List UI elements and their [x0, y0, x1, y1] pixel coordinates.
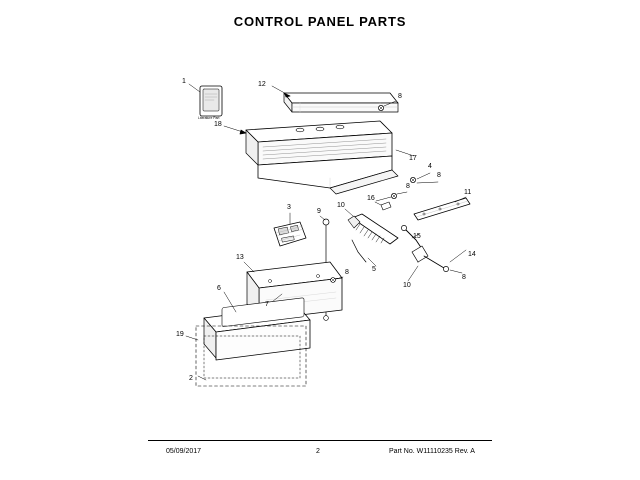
part-6-panel-trim: [204, 298, 310, 360]
callout-16: 16: [367, 195, 375, 202]
part-17-control-panel-housing: [246, 121, 398, 194]
callout-18: 18: [214, 121, 222, 128]
part-1-literature: [200, 86, 222, 116]
callout-6: 6: [217, 285, 221, 292]
part-5-latch-assembly: [348, 214, 398, 262]
part-11-bracket: [414, 198, 470, 220]
callout-12: 12: [258, 81, 266, 88]
callout-15: 15: [413, 233, 421, 240]
footer-part-number: Part No. W11110235 Rev. A: [389, 448, 475, 455]
page-title: CONTROL PANEL PARTS: [233, 14, 407, 29]
callout-8-a: 8: [398, 93, 402, 100]
callout-19: 19: [176, 331, 184, 338]
footer-page-number: 2: [316, 448, 320, 455]
part-16-clip: [381, 202, 391, 210]
part-8-screw-top: [378, 105, 383, 110]
callout-8-b: 8: [437, 172, 441, 179]
callout-9: 9: [317, 208, 321, 215]
part-8-screw-mid: [391, 193, 396, 198]
part-4-fastener: [410, 177, 415, 182]
literature-part-label: Literature Part: [198, 116, 220, 120]
callout-7: 7: [265, 301, 269, 308]
footer-divider: [148, 440, 492, 441]
callout-3: 3: [287, 204, 291, 211]
callout-14: 14: [468, 251, 476, 258]
callout-5: 5: [372, 266, 376, 273]
part-3-control-board: [274, 222, 306, 246]
callout-4: 4: [428, 163, 432, 170]
callout-17: 17: [409, 155, 417, 162]
callout-1: 1: [182, 78, 186, 85]
part-15-linkage: [401, 225, 448, 271]
callout-11: 11: [464, 189, 472, 196]
footer-date: 05/09/2017: [166, 448, 202, 455]
part-8-screw-lower: [331, 278, 336, 283]
callout-8-d: 8: [345, 269, 349, 276]
callout-10-a: 10: [337, 202, 345, 209]
callout-13: 13: [236, 254, 244, 261]
callout-2: 2: [189, 375, 193, 382]
callout-10-b: 10: [403, 282, 411, 289]
callout-8-e: 8: [462, 274, 466, 281]
callout-8-c: 8: [406, 183, 410, 190]
